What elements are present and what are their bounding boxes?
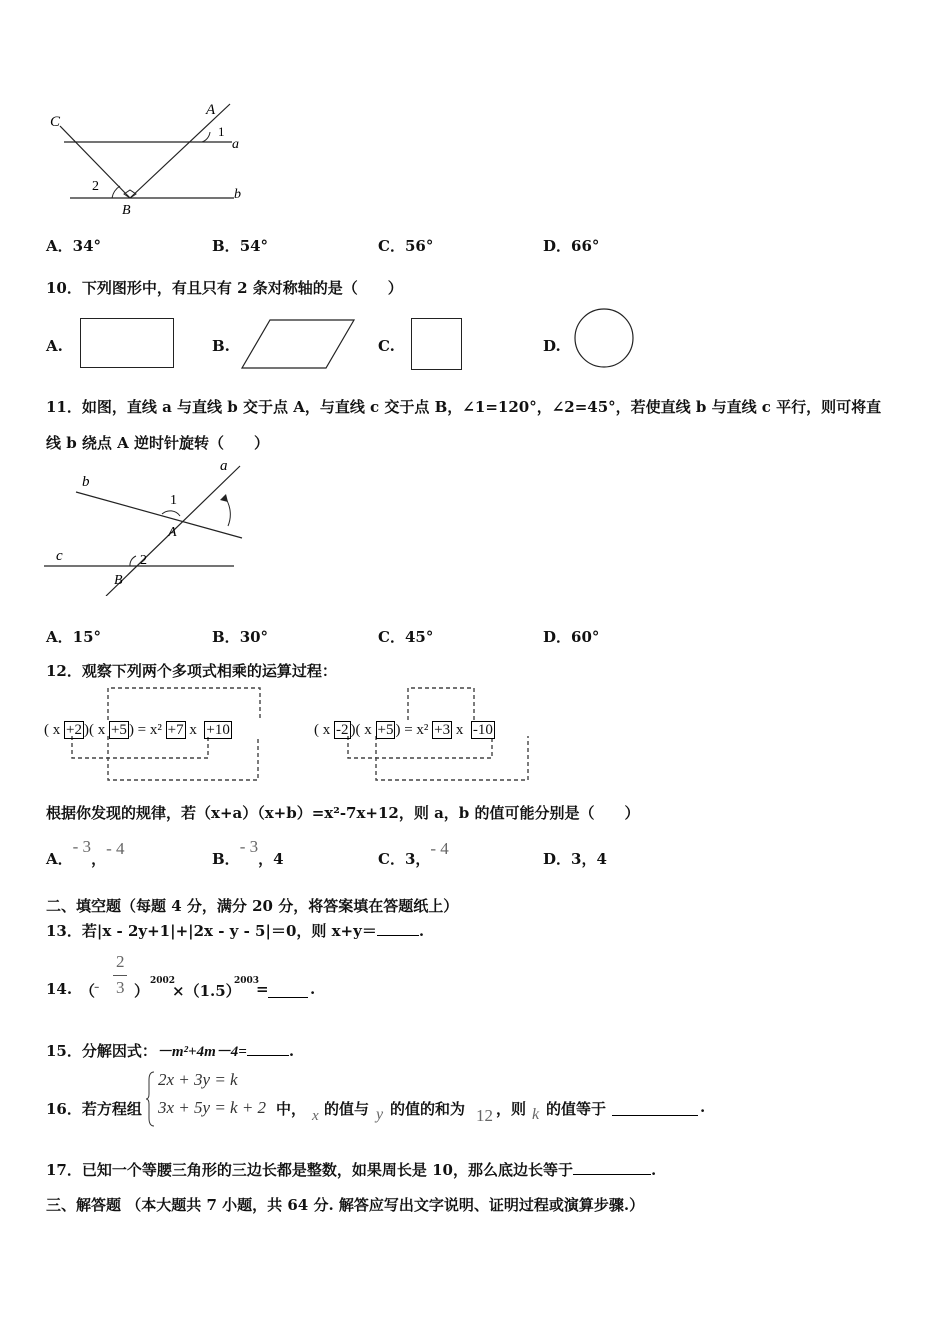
q12-exp2-term-2: +5: [377, 722, 394, 738]
q14: 14. （ - 2 3 ） 2002 ×（1.5） 2003 = .: [46, 952, 316, 1000]
q11-option-d: D．60°: [543, 628, 600, 646]
q11-diagram: [42, 456, 252, 596]
q14-answer-blank[interactable]: [268, 982, 308, 998]
q9-label-C: C: [50, 114, 61, 130]
q9-label-A: A: [206, 102, 216, 118]
q9-figure: [42, 98, 252, 223]
q12-exp2-term-3: +3: [434, 722, 451, 738]
q10-label-c: C.: [378, 337, 395, 355]
q11-label-a: a: [220, 458, 228, 474]
q9-label-b: b: [234, 187, 241, 202]
q10-circle-shape: [572, 306, 636, 370]
q12-option-d: D．3，4: [543, 850, 607, 868]
q11-stem-line2: 线 b 绕点 A 逆时针旋转（ ）: [46, 434, 270, 452]
q11-label-c: c: [56, 548, 63, 564]
q11-figure: [42, 456, 252, 596]
q9-option-d: D．66°: [543, 237, 600, 255]
q15-answer-blank[interactable]: [247, 1055, 289, 1056]
q12-rule: 根据你发现的规律，若（x+a）（x+b）=x²-7x+12，则 a，b 的值可能分别是（ ）: [46, 804, 640, 822]
q9-label-2: 2: [92, 179, 99, 194]
q10-parallelogram-shape: [240, 318, 358, 370]
q11-label-1: 1: [170, 493, 177, 508]
q12-exp2-term-4: -10: [472, 722, 493, 738]
q11-stem-line1: 11．如图，直线 a 与直线 b 交于点 A，与直线 c 交于点 B，∠1=120°，∠2=45°，若使直线 b 与直线 c 平行，则可将直: [46, 398, 882, 416]
q16-answer-blank[interactable]: [612, 1100, 698, 1116]
q12-option-c: C．3，- 4: [378, 839, 449, 868]
q10-label-d: D.: [543, 337, 561, 355]
q16-brace: [146, 1070, 156, 1128]
q12-exp1-term-2: +5: [110, 722, 127, 738]
q12-exp2-term-1: -2: [336, 722, 349, 738]
q11-label-2: 2: [140, 553, 147, 568]
q11-label-B: B: [114, 573, 123, 588]
q15: 15．分解因式：－m²+4m－4= .: [46, 1042, 295, 1060]
q11-label-A: A: [168, 525, 177, 540]
q17: 17．已知一个等腰三角形的三边长都是整数，如果周长是 10，那么底边长等于 .: [46, 1161, 657, 1179]
q9-diagram: [42, 98, 252, 223]
q11-label-b: b: [82, 474, 90, 490]
q13: 13．若|x - 2y+1|+|2x - y - 5|＝0，则 x+y＝ .: [46, 922, 425, 940]
q9-option-a: A．34°: [46, 237, 102, 255]
q12-option-a: A．- 3，- 4: [46, 837, 125, 868]
q9-option-c: C．56°: [378, 237, 434, 255]
q12-exp1-term-1: +2: [66, 722, 82, 738]
q12-expression-2: ( x -2 )( x +5 ) = x² +3 x -10: [314, 722, 493, 738]
q11-option-a: A．15°: [46, 628, 102, 646]
q10-label-a: A.: [46, 337, 63, 355]
q10-stem: 10．下列图形中，有且只有 2 条对称轴的是（ ）: [46, 279, 403, 297]
q11-option-c: C．45°: [378, 628, 434, 646]
q10-square-shape: [411, 318, 462, 370]
q9-label-a: a: [232, 137, 239, 152]
q9-label-1: 1: [218, 124, 225, 139]
q10-rectangle-shape: [80, 318, 174, 368]
q11-option-b: B．30°: [212, 628, 269, 646]
q14-fraction-bar: [113, 975, 127, 976]
q12-stem: 12．观察下列两个多项式相乘的运算过程：: [46, 662, 337, 680]
section-2-heading: 二、填空题（每题 4 分，满分 20 分，将答案填在答题纸上）: [46, 897, 459, 915]
q13-answer-blank[interactable]: [377, 935, 419, 936]
q12-expression-1: ( x +2 )( x +5 ) = x² +7 x +10: [44, 722, 230, 738]
q9-option-b: B．54°: [212, 237, 269, 255]
q12-option-b: B．- 3，4: [212, 837, 284, 868]
q10-label-b: B.: [212, 337, 230, 355]
q12-exp1-term-3: +7: [167, 722, 184, 738]
q9-label-B: B: [122, 203, 131, 218]
q17-answer-blank[interactable]: [573, 1174, 651, 1175]
q16: 16．若方程组 2x + 3y = k 3x + 5y = k + 2 中， x 的值与 y 的值的和为 12 ，则 k 的值等于 .: [46, 1068, 766, 1132]
section-3-heading: 三、解答题 （本大题共 7 小题，共 64 分. 解答应写出文字说明、证明过程或演算步骤.）: [46, 1196, 645, 1214]
q12-exp1-term-4: +10: [206, 722, 230, 738]
